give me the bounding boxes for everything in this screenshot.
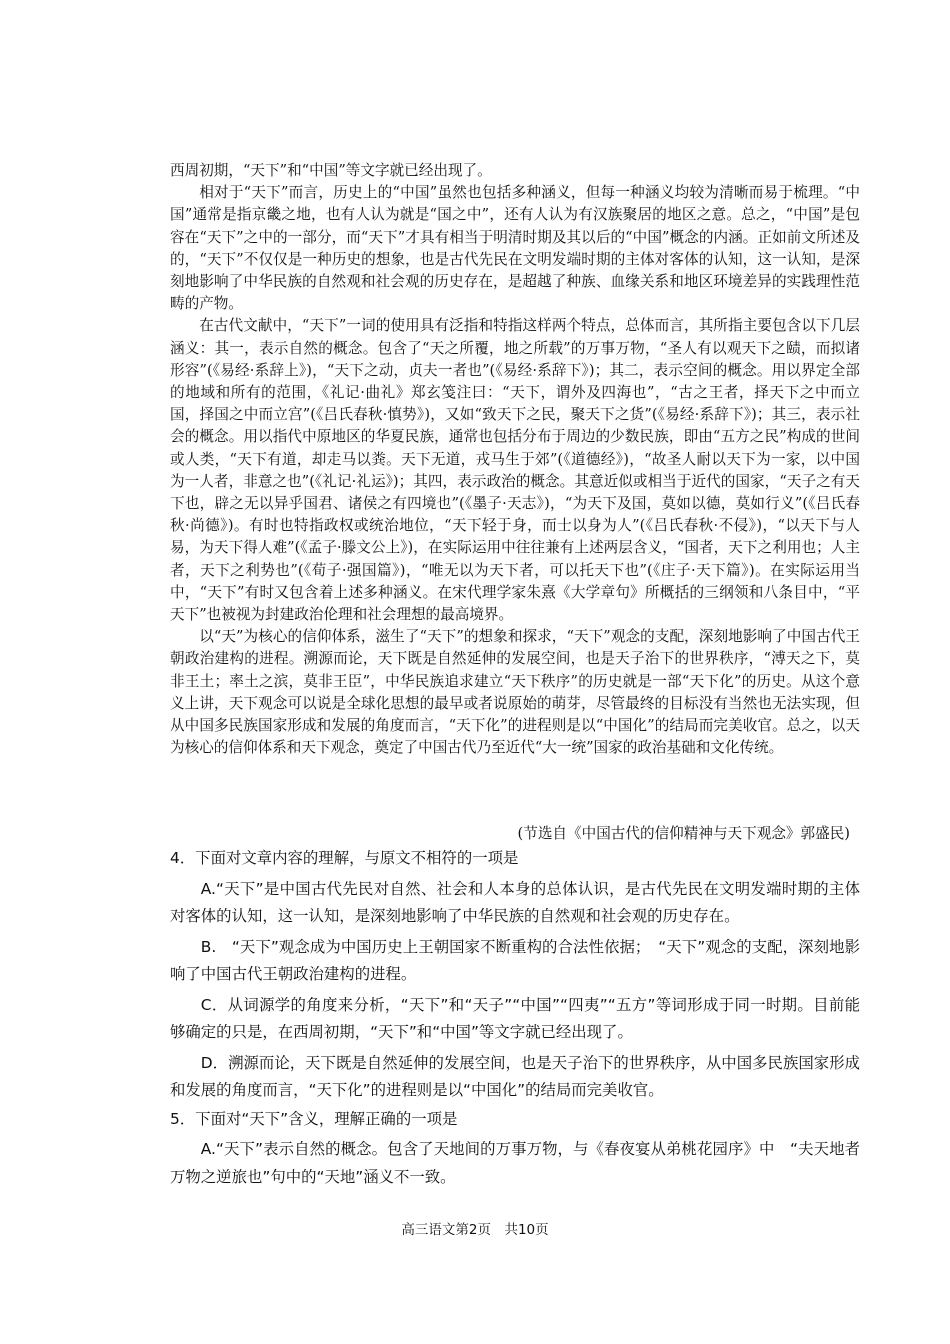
page-footer: 高三语文第2页 共10页 xyxy=(401,1222,549,1238)
question-block xyxy=(170,844,860,1191)
question-4-stem: 4．下面对文章内容的理解，与原文不相符的一项是 xyxy=(170,849,519,867)
reading-passage xyxy=(170,160,860,759)
question-5-stem: 5．下面对“天下”含义，理解正确的一项是 xyxy=(170,1109,458,1128)
passage-paragraph-3: 在古代文献中，“天下”一词的使用具有泛指和特指这样两个特点，总体而言，其所指主要包含以下几层涵义：其一，表示自然的概念。包含了“天之所覆，地之所载”的万事万物，“圣人有以观天下之赜，而拟诸形容”(《易经·系辞上》)，“天下之动，贞夫一者也”(《易经·系辞下》)；其二，表示空间的概念。用以界定全部的地域和所有的范围，《礼记·曲礼》郑玄笺注曰：“天下，谓外及四海也”，“古之王者，择天下之中而立国，择国之中而立宫”(《吕氏春秋·慎势》)，又如“致天下之民，聚天下之货”(《易经·系辞下》)；其三，表示社会的概念。用以指代中原地区的华夏民族，通常也包括分布于周边的少数民族，即由“五方之民”构成的世间或人类，“天下有道，却走马以粪。天下无道，戎马生于郊”(《道德经》)，“故圣人耐以天下为一家，以中国为一人者，非意之也”(《礼记·礼运》)；其四，表示政治的概念。其意近似或相当于近代的国家，“天子之有天下也，辟之无以异乎国君、诸侯之有四境也”(《墨子·天志》)，“为天下及国，莫如以德，莫如行义”(《吕氏春秋·尚德》)。有时也特指政权或统治地位，“天下轻于身，而士以身为人”(《吕氏春秋·不侵》)，“以天下与人易，为天下得人难”(《孟子·滕文公上》)，在实际运用中往往兼有上述两层含义，“国者，天下之利用也；人主者，天下之利势也”(《荀子·强国篇》)，“唯无以为天下者，可以托天下也”(《庄子·天下篇》)。在实际运用当中，“天下”有时又包含着上述多种涵义。在宋代理学家朱熹《大学章句》所概括的三纲领和八条目中，“平天下”也被视为封建政治伦理和社会理想的最高境界。 xyxy=(170,317,860,624)
question-4-option-d: D．溯源而论，天下既是自然延伸的发展空间，也是天子治下的世界秩序，从中国多民族国家形成和发展的角度而言，“天下化”的进程则是以“中国化”的结局而完美收官。 xyxy=(170,1053,860,1099)
question-5-option-a: A.“天下”表示自然的概念。包含了天地间的万事万物，与《春夜宴从弟桃花园序》中 “夫天地者万物之逆旅也”句中的“天地”涵义不一致。 xyxy=(170,1140,860,1186)
passage-source: (节选自《中国古代的信仰精神与天下观念》郭盛民) xyxy=(517,825,850,842)
question-4-option-c: C．从词源学的角度来分析，“天下”和“天子”“中国”“四夷”“五方”等词形成于同一时期。目前能够确定的只是，在西周初期，“天下”和“中国”等文字就已经出现了。 xyxy=(170,995,860,1041)
passage-paragraph-1: 西周初期，“天下”和“中国”等文字就已经出现了。 xyxy=(170,162,492,179)
passage-paragraph-4: 以“天”为核心的信仰体系，滋生了“天下”的想象和探求，“天下”观念的支配，深刻地影响了中国古代王朝政治建构的进程。溯源而论，天下既是自然延伸的发展空间，也是天子治下的世界秩序，“溥天之下，莫非王土；率土之滨，莫非王臣”，中华民族追求建立“天下秩序”的历史就是一部“天下化”的历史。从这个意义上讲，天下观念可以说是全球化思想的最早或者说原始的萌芽，尽管最终的目标没有当然也无法实现，但从中国多民族国家形成和发展的角度而言，“天下化”的进程则是以“中国化”的结局而完美收官。总之，以天为核心的信仰体系和天下观念，奠定了中国古代乃至近代“大一统”国家的政治基础和文化传统。 xyxy=(170,628,860,757)
question-4-option-b: B. “天下”观念成为中国历史上王朝国家不断重构的合法性依据； “天下”观念的支配，深刻地影响了中国古代王朝政治建构的进程。 xyxy=(170,937,860,983)
question-4-option-a: A.“天下”是中国古代先民对自然、社会和人本身的总体认识，是古代先民在文明发端时期的主体对客体的认知，这一认知，是深刻地影响了中华民族的自然观和社会观的历史存在。 xyxy=(170,879,860,925)
passage-paragraph-2: 相对于“天下”而言，历史上的“中国”虽然也包括多种涵义，但每一种涵义均较为清晰而易于梳理。“中国”通常是指京畿之地，也有人认为就是“国之中”，还有人认为有汉族聚居的地区之意。总之，“中国”是包容在“天下”之中的一部分，而“天下”才具有相当于明清时期及其以后的“中国”概念的内涵。正如前文所述及的，“天下”不仅仅是一种历史的想象，也是古代先民在文明发端时期的主体对客体的认知，这一认知，是深刻地影响了中华民族的自然观和社会观的历史存在，是超越了种族、血缘关系和地区环境差异的实践理性范畴的产物。 xyxy=(170,184,860,313)
